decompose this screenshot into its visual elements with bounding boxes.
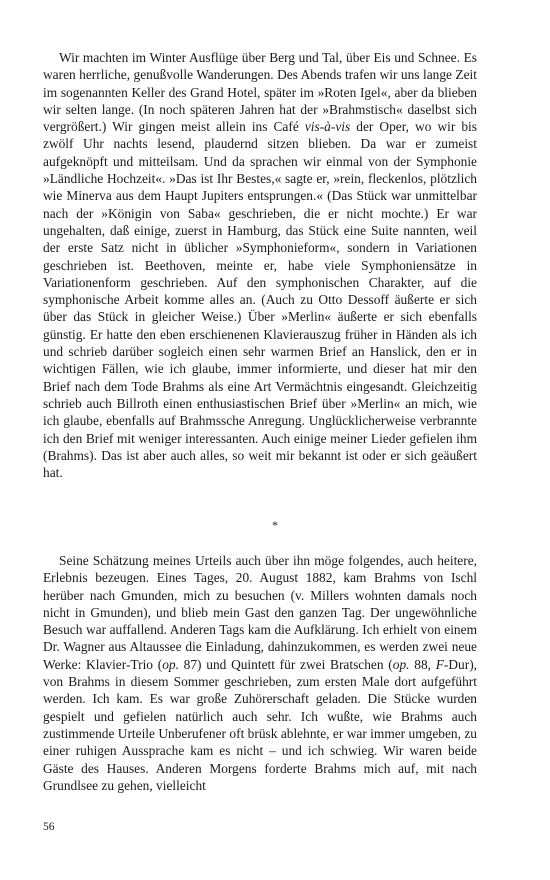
italic-text-run: op. [162, 656, 179, 672]
italic-text-run: vis-à-vis [304, 119, 351, 135]
text-run: Seine Schätzung meines Urteils auch über ihn möge folgendes, auch heitere, Erlebnis bezeugen. Eines Tages, 20. August 1882, kam Brahms von Ischl herüber nach Gmunden, mich zu besuchen (v. Millers wohnten damals noch nicht in Gmunden), und blieb mein Gast den ganzen Tag. Der ungewöhnliche Besuch war auffallend. Anderen Tags kam die Aufklärung. Ich erhielt von einem Dr. Wagner aus Altaussee die Einladung, dahinzukommen, es werden zwei neue Werke: Klavier-Trio ( [43, 553, 477, 672]
paragraph-2 [43, 552, 477, 794]
italic-text-run: F [435, 656, 444, 672]
text-run: der Oper, wo wir bis zwölf Uhr nachts lesend, plaudernd sitzen blieben. Da war er zumeist aufgeknöpft und mitteilsam. Und da sprachen wir einmal von der Symphonie »Ländliche Hochzeit«. »Das ist Ihr Bestes,« sagte er, »rein, fleckenlos, plötzlich wie Minerva aus dem Haupt Jupiters entsprungen.« (Das Stück war unmittelbar nach der »Königin von Saba« geschrieben, die er nicht mochte.) Er war ungehalten, daß einige, zuerst in Hamburg, das Stück eine Suite nannten, weil der erste Satz nicht in üblicher »Symphonieform«, sondern in Variationen geschrieben ist. Beethoven, meinte er, habe viele Symphoniensätze in Variationenform geschrieben. Auf den symphonischen Charakter, auf die symphonische Arbeit komme alles an. (Auch zu Otto Dessoff äußerte er sich über das Stück in gleicher Weise.) Über »Merlin« äußerte er sich ebenfalls günstig. Er hatte den eben erschienenen Klavierauszug früher in Händen als ich und schrieb darüber sogleich einen sehr warmen Brief an Hanslick, den er in wichtigen Fällen, wie ich glaube, immer informierte, und dieser hat mir den Brief nach dem Tode Brahms als eine Art Vermächtnis eingesandt. Gleichzeitig schrieb auch Billroth einen enthusiastischen Brief über »Merlin« an mich, wie ich glaube, ebenfalls auf Brahmssche Anregung. Unglücklicherweise verbrannte ich den Brief mit weniger interessanten. Auch einige meiner Lieder gefielen ihm (Brahms). Das ist aber auch alles, so weit mir bekannt ist oder er sich geäußert hat. [43, 119, 477, 481]
section-separator: * [272, 518, 278, 532]
italic-text-run: op. [392, 656, 410, 672]
text-run: 87) und Quintett für zwei Bratschen ( [178, 656, 393, 672]
page-number: 56 [43, 821, 55, 833]
paragraph-1 [43, 49, 477, 481]
text-run: -Dur), von Brahms in diesem Sommer geschrieben, zum ersten Male dort aufgeführt werden. Ich kam. Es war große Zuhörerschaft geladen. Die Stücke wurden gespielt und gefielen natürlich auch sehr. Ich wußte, wie Brahms auch zustimmende Urteile Unberufener oft brüsk ablehnte, er war immer umgeben, zu einer ruhigen Aussprache kam es nicht – und ich schwieg. Wir waren beide Gäste des Hauses. Anderen Morgens forderte Brahms mich auf, mit nach Grundlsee zu gehen, vielleicht [43, 656, 477, 793]
text-run: 88, [409, 656, 436, 672]
text-run: Wir machten im Winter Ausflüge über Berg und Tal, über Eis und Schnee. Es waren herrliche, genußvolle Wanderungen. Des Abends trafen wir uns lange Zeit im sogenannten Keller des Grand Hotel, später im »Roten Igel«, aber da blieben wir selten lange. (In noch späteren Jahren hat der »Brahmstisch« daselbst sich vergrößert.) Wir gingen meist allein ins Café [43, 50, 477, 135]
